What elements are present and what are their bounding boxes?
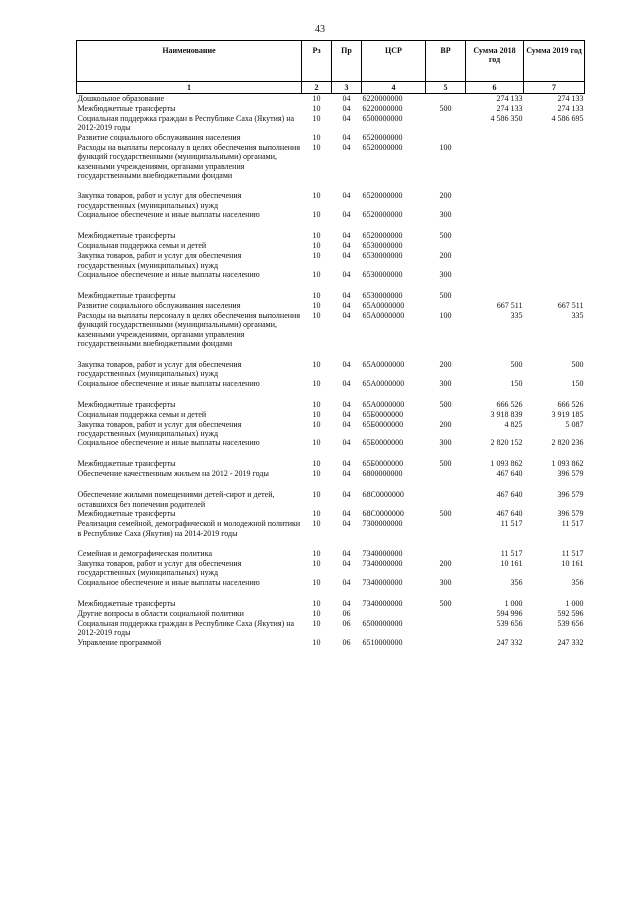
row-name: Закупка товаров, работ и услуг для обеспечения государственных (муниципальных) нужд: [77, 251, 242, 270]
row-pr: 04: [342, 399, 351, 409]
row-sum-2018: 2 820 152: [490, 438, 523, 448]
row-sum-2019: 4 586 695: [551, 114, 584, 123]
row-vr: [426, 619, 466, 638]
row-name: Обеспечение качественным жильем на 2012 - 2019 годы: [77, 469, 269, 479]
row-sum-2018: 4 586 350: [490, 114, 523, 123]
row-vr: 200: [439, 251, 452, 261]
row-rz: 10: [312, 637, 321, 647]
row-pr: 04: [342, 409, 351, 419]
page-number: 43: [315, 24, 325, 35]
budget-table: [76, 40, 585, 648]
row-rz: 10: [312, 509, 321, 519]
row-rz: 10: [312, 409, 321, 419]
row-rz: 10: [312, 359, 321, 369]
row-sum-2019: [524, 191, 585, 210]
row-vr: [426, 114, 466, 133]
table-row: [77, 549, 585, 559]
row-pr: 04: [342, 301, 351, 311]
spacer-cell: [77, 389, 585, 400]
row-name: Другие вопросы в области социальной политики: [77, 608, 244, 618]
table-row: [77, 114, 585, 133]
row-name: Социальное обеспечение и иные выплаты населению: [77, 438, 260, 448]
row-rz: 10: [312, 251, 321, 261]
row-sum-2018: 150: [510, 378, 523, 388]
spacer-row: [77, 220, 585, 231]
row-pr: 04: [342, 548, 351, 558]
row-sum-2019: 150: [571, 378, 584, 388]
row-vr: 300: [439, 438, 452, 448]
row-name: Социальная поддержка семьи и детей: [77, 409, 207, 419]
spacer-row: [77, 588, 585, 599]
table-row: [77, 509, 585, 519]
row-name: Социальная поддержка граждан в Республике Саха (Якутия) на 2012-2019 годы: [77, 114, 295, 133]
row-csr: 7340000000: [362, 577, 403, 587]
table-row: [77, 360, 585, 379]
row-pr: 04: [342, 469, 351, 479]
row-vr: 500: [439, 399, 452, 409]
row-pr: 04: [342, 251, 351, 261]
row-csr: 6530000000: [362, 270, 403, 280]
row-csr: 7300000000: [362, 519, 403, 529]
row-sum-2018: [466, 133, 524, 143]
row-pr: 04: [342, 359, 351, 369]
row-sum-2018: 1 093 862: [490, 459, 523, 469]
row-csr: 6520000000: [362, 132, 403, 142]
column-number: 2: [302, 82, 332, 94]
row-name: Развитие социального обслуживания населения: [77, 301, 241, 311]
row-vr: 500: [439, 291, 452, 301]
row-rz: 10: [312, 311, 321, 321]
row-name: Социальное обеспечение и иные выплаты населению: [77, 210, 260, 220]
row-sum-2019: [524, 231, 585, 241]
row-sum-2019: 1 093 862: [551, 459, 584, 469]
row-name: Межбюджетные трансферты: [77, 231, 176, 241]
row-sum-2018: 10 161: [500, 558, 523, 568]
spacer-cell: [77, 538, 585, 549]
row-rz: 10: [312, 270, 321, 280]
row-sum-2019: 592 596: [557, 608, 584, 618]
header-csr: ЦСР: [362, 41, 426, 82]
row-pr: 04: [342, 378, 351, 388]
row-csr: 68С0000000: [362, 490, 404, 500]
row-pr: 04: [342, 509, 351, 519]
row-pr: 04: [342, 438, 351, 448]
row-rz: 10: [312, 301, 321, 311]
row-sum-2019: 667 511: [557, 301, 584, 311]
row-rz: 10: [312, 608, 321, 618]
row-sum-2019: [524, 210, 585, 220]
row-csr: 65А0000000: [362, 311, 405, 321]
spacer-cell: [77, 280, 585, 291]
row-vr: [426, 133, 466, 143]
table-row: [77, 578, 585, 588]
row-name: Межбюджетные трансферты: [77, 598, 176, 608]
row-pr: 04: [342, 114, 351, 123]
table-row: [77, 490, 585, 509]
row-vr: [426, 94, 466, 105]
row-csr: 65А0000000: [362, 399, 405, 409]
row-csr: 6520000000: [362, 191, 403, 201]
row-pr: 04: [342, 104, 351, 113]
spacer-cell: [77, 349, 585, 360]
row-vr: 200: [439, 191, 452, 201]
row-pr: 04: [342, 94, 351, 103]
row-sum-2019: 356: [571, 577, 584, 587]
row-sum-2018: 3 918 839: [490, 409, 523, 419]
header-sum-2018: Сумма 2018 год: [466, 41, 524, 82]
row-sum-2018: 274 133: [496, 104, 523, 113]
row-csr: 6520000000: [362, 142, 403, 152]
row-sum-2018: [466, 210, 524, 220]
row-vr: [426, 609, 466, 619]
row-sum-2019: 10 161: [561, 558, 584, 568]
spacer-row: [77, 479, 585, 490]
row-csr: 6500000000: [362, 618, 403, 628]
row-csr: 6530000000: [362, 251, 403, 261]
row-name: Расходы на выплаты персоналу в целях обеспечения выполнения функций государственными (муниципальными) органами, казенными учреждениями, органами управления государственными внебюджетными фондами: [77, 142, 300, 181]
row-name: Развитие социального обслуживания населения: [77, 132, 241, 142]
row-sum-2018: [466, 241, 524, 251]
row-vr: 200: [439, 359, 452, 369]
row-csr: 6800000000: [362, 469, 403, 479]
row-sum-2019: 500: [571, 359, 584, 369]
row-sum-2018: 11 517: [500, 519, 523, 529]
row-sum-2018: 11 517: [500, 548, 523, 558]
table-row: [77, 410, 585, 420]
row-sum-2019: 11 517: [561, 548, 584, 558]
column-number: 7: [524, 82, 585, 94]
row-vr: [426, 490, 466, 509]
row-rz: 10: [312, 114, 321, 123]
row-name: Закупка товаров, работ и услуг для обеспечения государственных (муниципальных) нужд: [77, 558, 242, 578]
row-rz: 10: [312, 104, 321, 113]
column-number: 1: [77, 82, 302, 94]
row-vr: 500: [439, 104, 452, 113]
row-name: Социальная поддержка граждан в Республике Саха (Якутия) на 2012-2019 годы: [77, 618, 295, 638]
row-csr: 7340000000: [362, 548, 403, 558]
row-csr: 7340000000: [362, 558, 403, 568]
row-csr: 65Б0000000: [362, 459, 404, 469]
table-row: [77, 400, 585, 410]
row-sum-2019: 2 820 236: [551, 438, 584, 448]
row-name: Социальное обеспечение и иные выплаты населению: [77, 378, 260, 388]
row-rz: 10: [312, 132, 321, 142]
table-row: [77, 191, 585, 210]
row-vr: 100: [439, 142, 452, 152]
row-rz: 10: [312, 231, 321, 241]
row-sum-2019: 11 517: [561, 519, 584, 529]
row-sum-2019: 539 656: [557, 618, 584, 628]
row-vr: [426, 549, 466, 559]
row-csr: 65Б0000000: [362, 419, 404, 429]
row-name: Социальное обеспечение и иные выплаты населению: [77, 270, 260, 280]
table-row: [77, 609, 585, 619]
row-pr: 04: [342, 241, 351, 251]
spacer-cell: [77, 220, 585, 231]
row-sum-2019: [524, 241, 585, 251]
row-csr: 6520000000: [362, 231, 403, 241]
row-pr: 04: [342, 132, 351, 142]
row-name: Социальное обеспечение и иные выплаты населению: [77, 577, 260, 587]
spacer-cell: [77, 588, 585, 599]
row-rz: 10: [312, 598, 321, 608]
row-rz: 10: [312, 577, 321, 587]
row-pr: 06: [342, 618, 351, 628]
row-name: Межбюджетные трансферты: [77, 459, 176, 469]
row-csr: 65Б0000000: [362, 409, 404, 419]
row-vr: [426, 638, 466, 648]
row-pr: 04: [342, 598, 351, 608]
row-name: Межбюджетные трансферты: [77, 399, 176, 409]
row-sum-2018: [466, 231, 524, 241]
row-rz: 10: [312, 548, 321, 558]
row-sum-2019: 1 000: [565, 598, 584, 608]
table-row: [77, 241, 585, 251]
row-pr: 04: [342, 210, 351, 220]
column-number: 6: [466, 82, 524, 94]
table-row: [77, 133, 585, 143]
row-vr: 500: [439, 598, 452, 608]
row-csr: 65А0000000: [362, 301, 405, 311]
row-pr: 04: [342, 191, 351, 201]
table-row: [77, 379, 585, 389]
row-rz: 10: [312, 618, 321, 628]
row-rz: 10: [312, 291, 321, 301]
row-sum-2018: 335: [510, 311, 523, 321]
row-name: Управление программой: [77, 637, 162, 647]
row-vr: 500: [439, 459, 452, 469]
spacer-row: [77, 180, 585, 191]
row-rz: 10: [312, 419, 321, 429]
header-rz: Рз: [302, 41, 332, 82]
row-name: Закупка товаров, работ и услуг для обеспечения государственных (муниципальных) нужд: [77, 359, 242, 379]
row-pr: 04: [342, 311, 351, 321]
row-rz: 10: [312, 191, 321, 201]
row-sum-2018: 539 656: [496, 618, 523, 628]
spacer-row: [77, 538, 585, 549]
row-csr: 68С0000000: [362, 509, 404, 519]
row-vr: 300: [439, 577, 452, 587]
row-vr: 500: [439, 509, 452, 519]
row-pr: 04: [342, 142, 351, 152]
table-row: [77, 104, 585, 114]
row-vr: 300: [439, 270, 452, 280]
row-vr: [426, 469, 466, 479]
row-vr: [426, 519, 466, 538]
row-sum-2018: 467 640: [496, 509, 523, 519]
row-sum-2019: 5 087: [565, 419, 584, 429]
row-sum-2019: 335: [571, 311, 584, 321]
row-name: Закупка товаров, работ и услуг для обеспечения государственных (муниципальных) нужд: [77, 191, 242, 210]
header-name: Наименование: [77, 41, 302, 82]
row-sum-2019: 666 526: [557, 399, 584, 409]
row-pr: 04: [342, 490, 351, 500]
column-number: 4: [362, 82, 426, 94]
row-name: Дошкольное образование: [77, 94, 165, 103]
row-pr: 04: [342, 577, 351, 587]
row-pr: 04: [342, 459, 351, 469]
table-body: [77, 94, 585, 648]
row-csr: 6220000000: [362, 104, 403, 113]
row-sum-2018: 1 000: [504, 598, 523, 608]
table-row: [77, 311, 585, 349]
row-name: Закупка товаров, работ и услуг для обеспечения государственных (муниципальных) нужд: [77, 419, 242, 438]
row-vr: 200: [439, 558, 452, 568]
row-name: Обеспечение жилыми помещениями детей-сирот и детей, оставшихся без попечения родителей: [77, 490, 275, 509]
row-sum-2019: 247 332: [557, 637, 584, 647]
row-rz: 10: [312, 519, 321, 529]
row-csr: 6510000000: [362, 637, 403, 647]
spacer-row: [77, 389, 585, 400]
spacer-row: [77, 280, 585, 291]
row-sum-2018: 274 133: [496, 94, 523, 103]
row-pr: 06: [342, 608, 351, 618]
row-rz: 10: [312, 459, 321, 469]
row-vr: 500: [439, 231, 452, 241]
row-rz: 10: [312, 490, 321, 500]
row-pr: 04: [342, 270, 351, 280]
table-row: [77, 519, 585, 538]
table-row: [77, 599, 585, 609]
table-row: [77, 619, 585, 638]
row-vr: 100: [439, 311, 452, 321]
row-vr: [426, 241, 466, 251]
table-row: [77, 210, 585, 220]
row-vr: 200: [439, 419, 452, 429]
table-row: [77, 301, 585, 311]
row-csr: 6220000000: [362, 94, 403, 103]
row-csr: 7340000000: [362, 598, 403, 608]
header-pr: Пр: [332, 41, 362, 82]
row-vr: 300: [439, 210, 452, 220]
table-row: [77, 638, 585, 648]
spacer-row: [77, 349, 585, 360]
row-sum-2018: 667 511: [496, 301, 523, 311]
row-csr: 65Б0000000: [362, 438, 404, 448]
row-pr: 04: [342, 419, 351, 429]
row-sum-2018: 356: [510, 577, 523, 587]
spacer-cell: [77, 448, 585, 459]
header-sum-2019: Сумма 2019 год: [524, 41, 585, 82]
row-pr: 04: [342, 558, 351, 568]
row-sum-2018: 4 825: [504, 419, 523, 429]
row-sum-2019: 274 133: [557, 94, 584, 103]
row-name: Межбюджетные трансферты: [77, 291, 176, 301]
row-csr: [362, 609, 426, 619]
row-sum-2018: 666 526: [496, 399, 523, 409]
row-sum-2019: [524, 251, 585, 270]
row-pr: 04: [342, 291, 351, 301]
row-sum-2018: 500: [510, 359, 523, 369]
spacer-cell: [77, 479, 585, 490]
row-name: Семейная и демографическая политика: [77, 548, 213, 558]
row-sum-2018: [466, 251, 524, 270]
table-row: [77, 420, 585, 439]
row-name: Межбюджетные трансферты: [77, 509, 176, 519]
row-pr: 04: [342, 231, 351, 241]
row-sum-2018: 467 640: [496, 469, 523, 479]
row-rz: 10: [312, 241, 321, 251]
row-rz: 10: [312, 94, 321, 103]
spacer-row: [77, 448, 585, 459]
table-row: [77, 94, 585, 105]
table-row: [77, 291, 585, 301]
row-sum-2018: [466, 191, 524, 210]
row-sum-2018: [466, 143, 524, 181]
row-sum-2019: 396 579: [557, 490, 584, 500]
row-rz: 10: [312, 558, 321, 568]
row-sum-2018: [466, 291, 524, 301]
table-row: [77, 270, 585, 280]
row-sum-2019: [524, 143, 585, 181]
row-sum-2019: 3 919 185: [551, 409, 584, 419]
row-csr: 6530000000: [362, 241, 403, 251]
row-sum-2019: [524, 270, 585, 280]
row-sum-2019: 396 579: [557, 509, 584, 519]
table-row: [77, 438, 585, 448]
row-name: Расходы на выплаты персоналу в целях обеспечения выполнения функций государственными (муниципальными) органами, казенными учреждениями, органами управления государственными внебюджетными фондами: [77, 311, 300, 349]
table-row: [77, 469, 585, 479]
spacer-cell: [77, 180, 585, 191]
row-rz: 10: [312, 210, 321, 220]
table-row: [77, 251, 585, 270]
column-number: 5: [426, 82, 466, 94]
row-rz: 10: [312, 142, 321, 152]
column-number: 3: [332, 82, 362, 94]
row-csr: 6530000000: [362, 291, 403, 301]
row-name: Реализация семейной, демографической и молодежной политики в Республике Саха (Якутия) на 2014-2019 годы: [77, 519, 301, 538]
row-sum-2019: 274 133: [557, 104, 584, 113]
header-vr: ВР: [426, 41, 466, 82]
row-sum-2019: [524, 133, 585, 143]
row-csr: 6500000000: [362, 114, 403, 123]
row-name: Социальная поддержка семьи и детей: [77, 241, 207, 251]
row-csr: 65А0000000: [362, 359, 405, 369]
row-rz: 10: [312, 399, 321, 409]
row-name: Межбюджетные трансферты: [77, 104, 176, 113]
table-row: [77, 559, 585, 578]
table-row: [77, 231, 585, 241]
table-row: [77, 143, 585, 181]
row-sum-2019: [524, 291, 585, 301]
row-rz: 10: [312, 469, 321, 479]
row-pr: 06: [342, 637, 351, 647]
row-sum-2018: 467 640: [496, 490, 523, 500]
row-sum-2018: 247 332: [496, 637, 523, 647]
row-vr: 300: [439, 378, 452, 388]
row-csr: 6520000000: [362, 210, 403, 220]
row-pr: 04: [342, 519, 351, 529]
row-vr: [426, 301, 466, 311]
row-vr: [426, 410, 466, 420]
row-rz: 10: [312, 378, 321, 388]
row-csr: 65А0000000: [362, 378, 405, 388]
table-row: [77, 459, 585, 469]
row-rz: 10: [312, 438, 321, 448]
row-sum-2018: [466, 270, 524, 280]
row-sum-2019: 396 579: [557, 469, 584, 479]
row-sum-2018: 594 996: [496, 608, 523, 618]
